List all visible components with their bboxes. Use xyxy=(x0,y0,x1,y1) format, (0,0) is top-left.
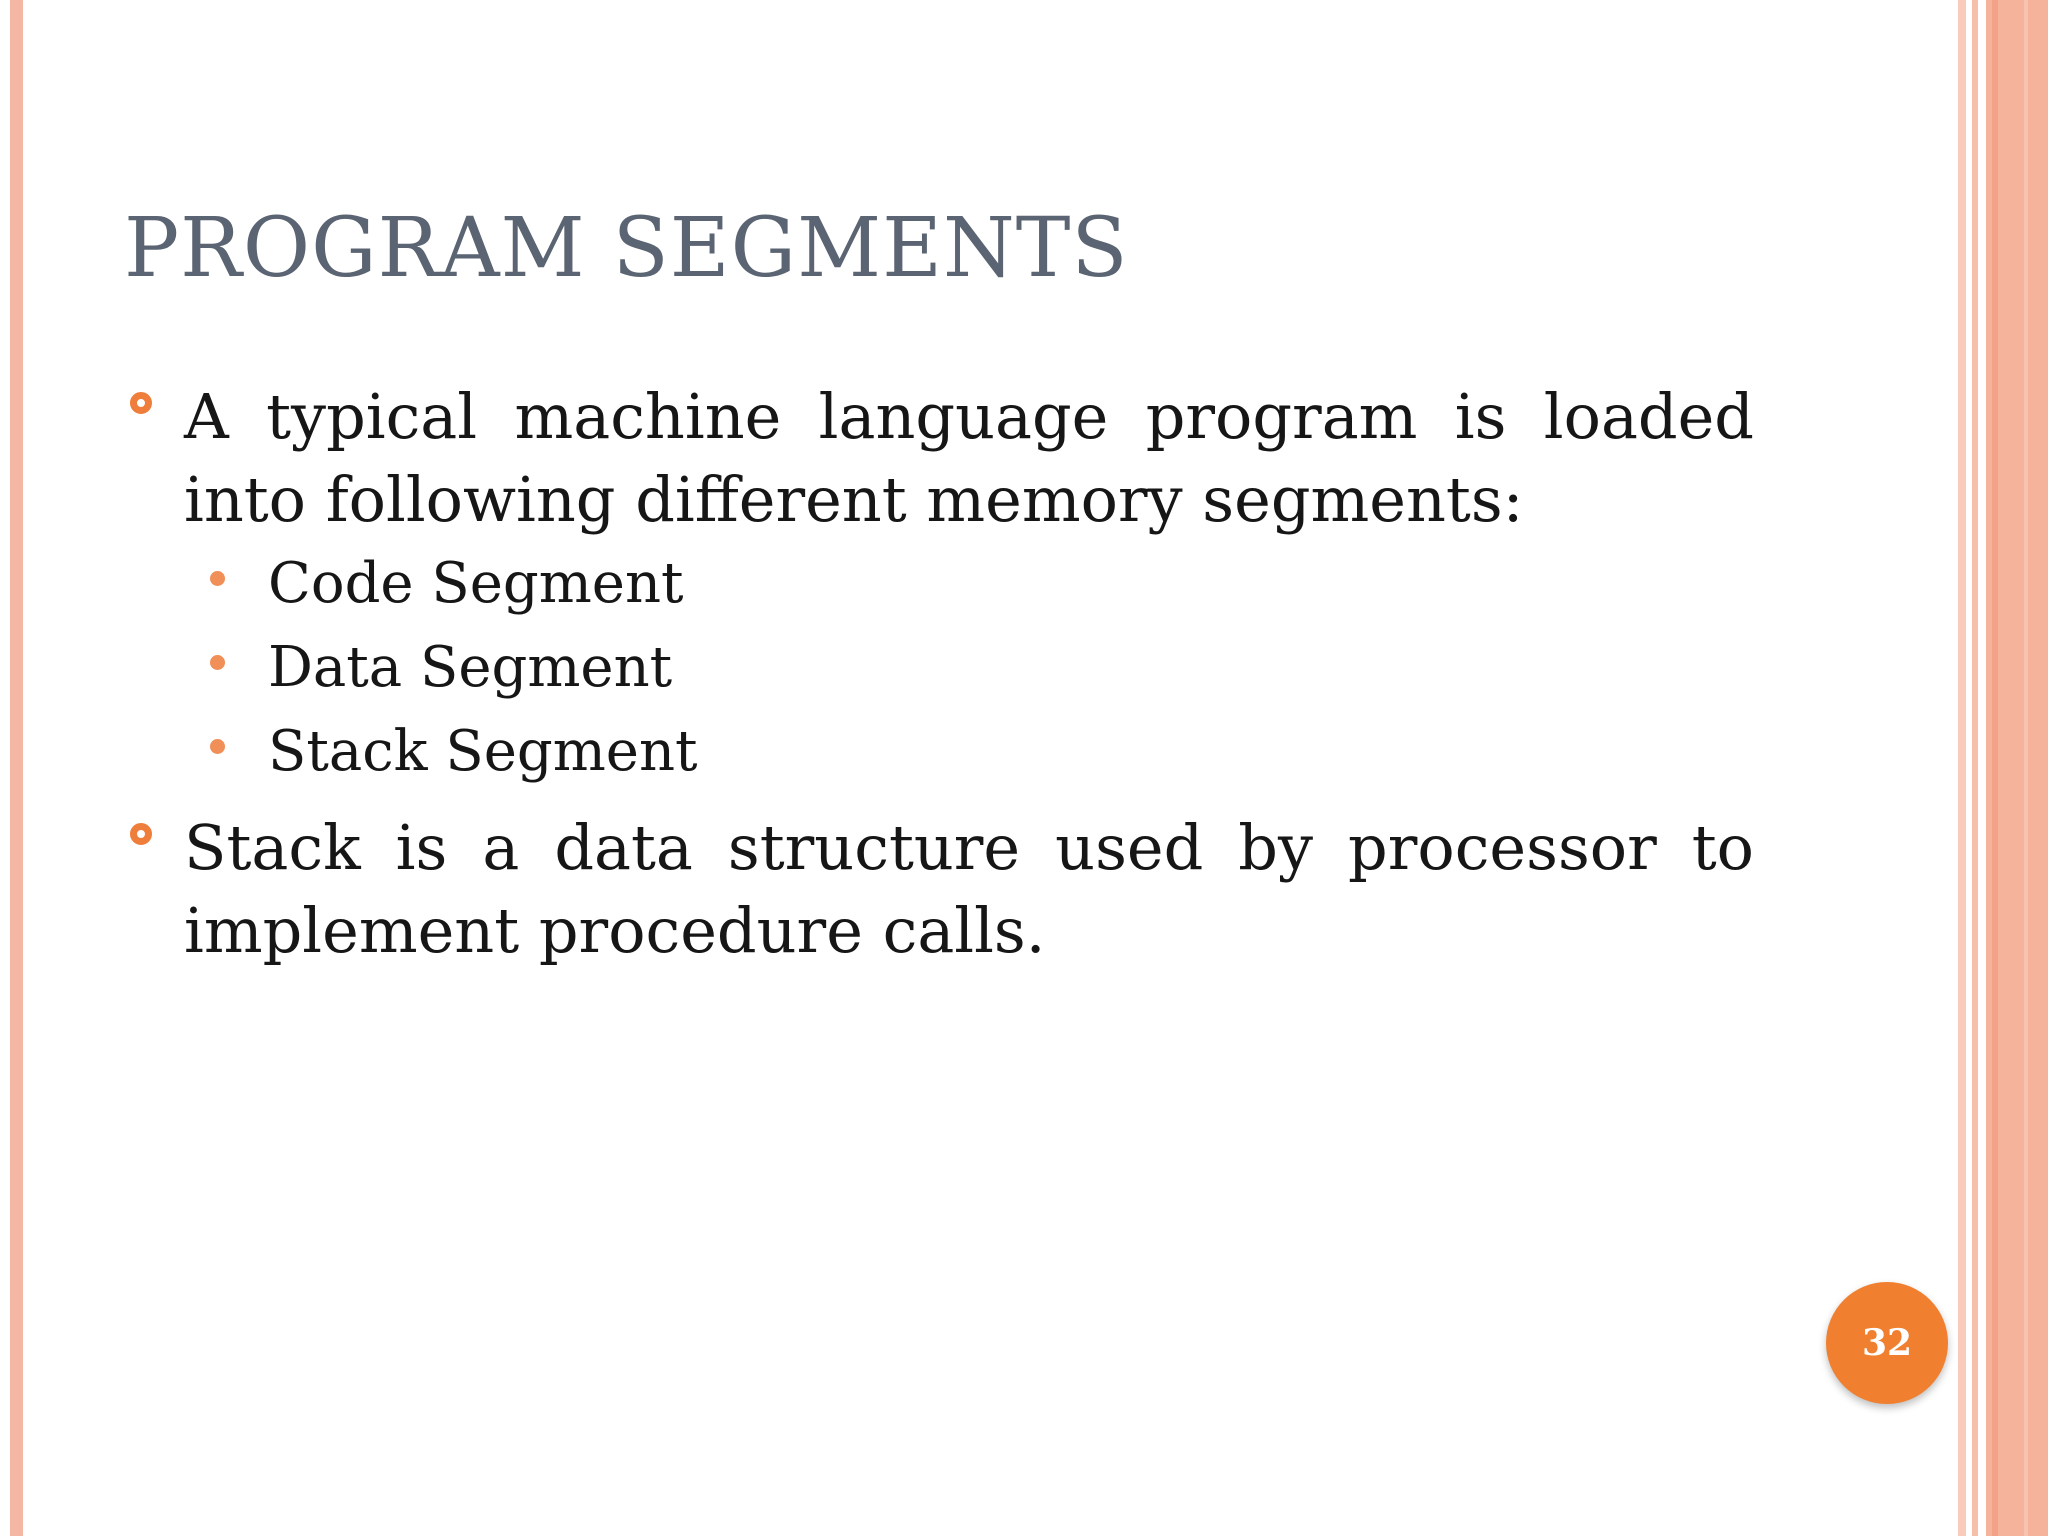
sub-bullet-data-segment: Data Segment xyxy=(268,635,673,700)
sub-bullet-stack-segment: Stack Segment xyxy=(268,719,698,784)
bullet-text: Stack is a data structure used by processor to implement procedure calls. xyxy=(184,811,1754,967)
ring-bullet-icon xyxy=(130,823,152,845)
sub-bullet-code-segment: Code Segment xyxy=(268,551,684,616)
right-decor-stripe xyxy=(2024,0,2028,1536)
dot-bullet-icon xyxy=(210,655,225,670)
left-border-strip xyxy=(10,0,23,1536)
page-number-badge: 32 xyxy=(1826,1282,1948,1404)
right-decor-stripe xyxy=(1958,0,1966,1536)
bullet-text: A typical machine language program is loaded into following different memory segments: xyxy=(184,380,1754,536)
right-decor-stripe xyxy=(1978,0,1986,1536)
slide-title: PROGRAM SEGMENTS xyxy=(124,201,1129,296)
right-decor-stripe xyxy=(1992,0,1998,1536)
dot-bullet-icon xyxy=(210,571,225,586)
dot-bullet-icon xyxy=(210,739,225,754)
ring-bullet-icon xyxy=(130,392,152,414)
